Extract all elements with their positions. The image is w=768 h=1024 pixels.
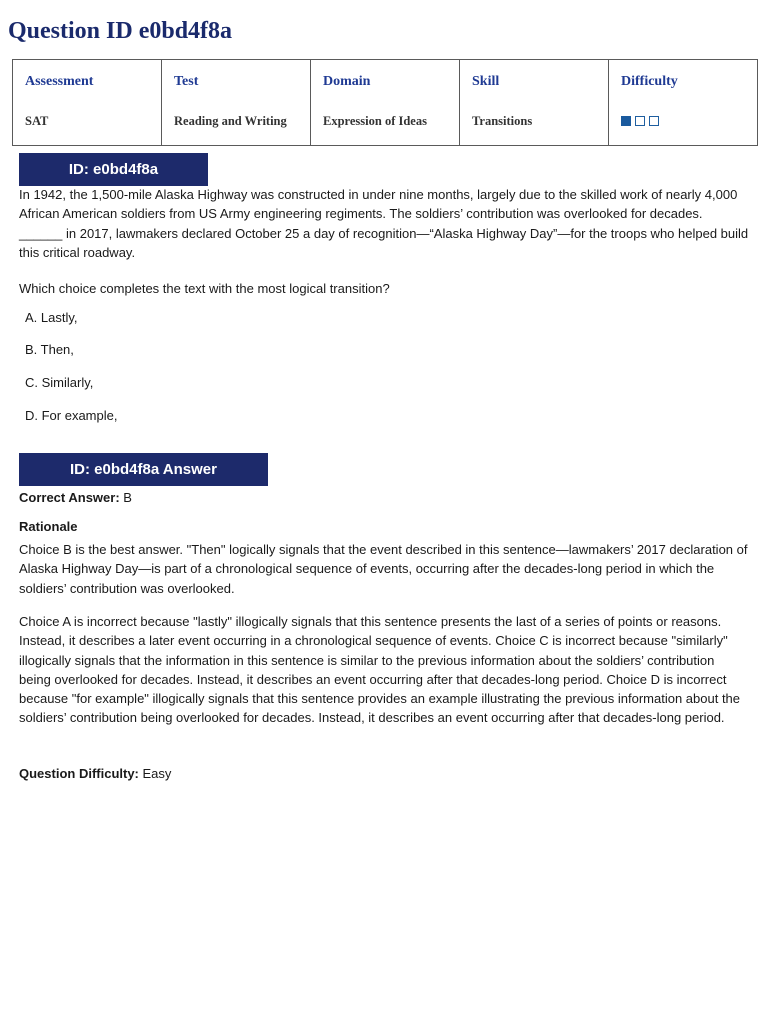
page-title: Question ID e0bd4f8a — [8, 18, 233, 44]
meta-heading-difficulty: Difficulty — [621, 74, 678, 89]
meta-cell-assessment — [13, 60, 162, 146]
meta-value-skill: Transitions — [472, 114, 533, 128]
answer-choice-a: A. Lastly, — [25, 310, 78, 325]
meta-value-test: Reading and Writing — [174, 114, 287, 128]
question-difficulty-label: Question Difficulty: — [19, 766, 139, 781]
meta-cell-difficulty — [609, 60, 758, 146]
correct-answer-line — [19, 488, 749, 507]
answer-id-banner: ID: e0bd4f8a Answer — [19, 453, 268, 486]
correct-answer-label: Correct Answer: — [19, 490, 120, 505]
rationale-paragraph-1: Choice B is the best answer. "Then" logically signals that the event described in this sentence—lawmakers’ 2017 declaration of Alaska Highway Day—is part of a chronological sequence of events, occurring after the decades-long period in which the soldiers’ contribution was overlooked. — [19, 542, 748, 596]
question-difficulty-value: Easy — [142, 766, 172, 781]
meta-heading-test: Test — [174, 74, 199, 89]
difficulty-box-empty — [635, 116, 645, 126]
rationale-heading: Rationale — [19, 519, 78, 534]
meta-cell-domain — [311, 60, 460, 146]
question-difficulty-line — [19, 764, 749, 783]
question-prompt: Which choice completes the text with the most logical transition? — [19, 281, 390, 296]
question-passage: In 1942, the 1,500-mile Alaska Highway was constructed in under nine months, largely due to the skilled work of nearly 4,000 African American soldiers from US Army engineering regiments. The soldiers’ contribution was overlooked for decades. ______ in 2017, lawmakers declared October 25 a day of recognition—“Alaska Highway Day”—for the troops who helped build this critical roadway. — [19, 187, 749, 260]
answer-choice-b: B. Then, — [25, 342, 74, 357]
difficulty-box-empty — [649, 116, 659, 126]
difficulty-indicator — [621, 116, 745, 126]
meta-cell-test — [162, 60, 311, 146]
meta-value-assessment: SAT — [25, 114, 49, 128]
difficulty-box-filled — [621, 116, 631, 126]
question-metadata-table — [12, 59, 758, 146]
meta-heading-assessment: Assessment — [25, 74, 94, 89]
question-id-banner: ID: e0bd4f8a — [19, 153, 208, 186]
answer-choice-d: D. For example, — [25, 408, 118, 423]
answer-choice-c: C. Similarly, — [25, 375, 94, 390]
correct-answer-value: B — [123, 490, 132, 505]
meta-heading-domain: Domain — [323, 74, 371, 89]
rationale-paragraph-2: Choice A is incorrect because "lastly" illogically signals that this sentence presents the last of a series of points or reasons. Instead, it describes a later event occurring in a chronological sequence of events. Choice C is incorrect because "similarly" illogically signals that the information in this sentence is similar to the previous information about the soldiers’ contribution being overlooked for decades. Instead, it describes an event occurring after that decades-long period. Choice D is incorrect because "for example" illogically signals that this sentence provides an example illustrating the previous information about the soldiers’ contribution being overlooked for decades. Instead, it describes an event occurring after that decades-long period. — [19, 614, 741, 726]
meta-heading-skill: Skill — [472, 74, 500, 89]
meta-cell-skill — [460, 60, 609, 146]
meta-value-domain: Expression of Ideas — [323, 114, 427, 128]
